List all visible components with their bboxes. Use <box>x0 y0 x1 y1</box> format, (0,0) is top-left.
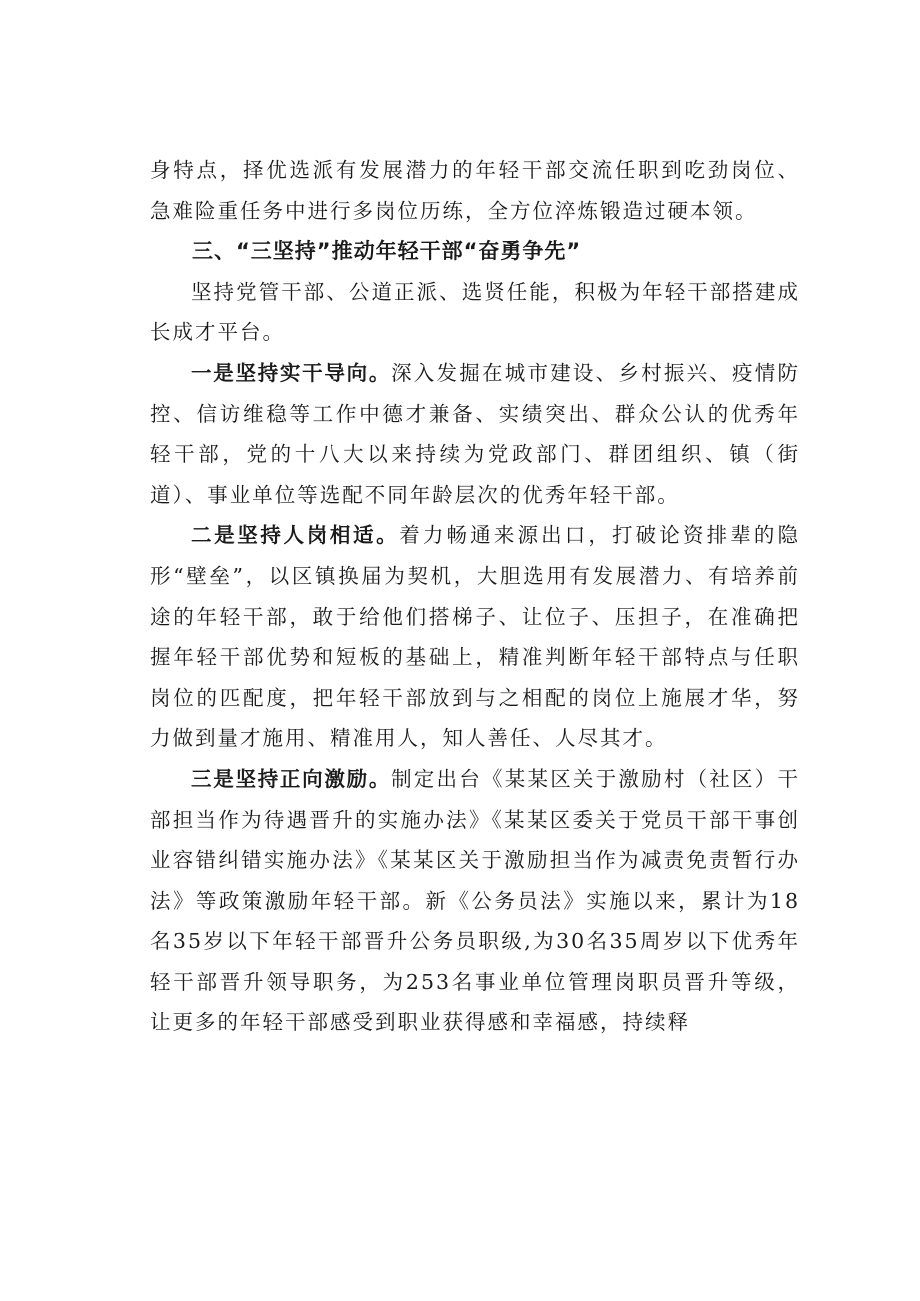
item-lead: 三是坚持正向激励。 <box>191 766 392 791</box>
document-body <box>150 150 800 1043</box>
item-lead: 二是坚持人岗相适。 <box>191 523 400 548</box>
paragraph-text: 着力畅通来源出口，打破论资排辈的隐形“壁垒”，以区镇换届为契机，大胆选用有发展潜力、有培养前途的年轻干部，敢于给他们搭梯子、让位子、压担子，在准确把握年轻干部优势和短板的基础上，精准判断年轻干部特点与任职岗位的匹配度，把年轻干部放到与之相配的岗位上施展才华，努力做到量才施用、精准用人，知人善任、人尽其才。 <box>150 523 801 751</box>
paragraph-text: 身特点，择优选派有发展潜力的年轻干部交流任职到吃劲岗位、急难险重任务中进行多岗位历练，全方位淬炼锻造过硬本领。 <box>150 158 800 223</box>
paragraph-text: 制定出台《某某区关于激励村（社区）干部担当作为待遇晋升的实施办法》《某某区委关于党员干部干事创业容错纠错实施办法》《某某区关于激励担当作为减责免责暂行办法》等政策激励年轻干部。新《公务员法》实施以来，累计为18名35岁以下年轻干部晋升公务员职级,为30名35周岁以下优秀年轻干部晋升领导职务，为253名事业单位管理岗职员晋升等级，让更多的年轻干部感受到职业获得感和幸福感，持续释 <box>150 766 801 1035</box>
section-heading <box>150 231 800 272</box>
paragraph-item-2 <box>150 515 800 759</box>
paragraph-intro <box>150 272 800 353</box>
paragraph-continuation <box>150 150 800 231</box>
heading-text: 三、“三坚持”推动年轻干部“奋勇争先” <box>192 239 582 264</box>
paragraph-text: 深入发掘在城市建设、乡村振兴、疫情防控、信访维稳等工作中德才兼备、实绩突出、群众公认的优秀年轻干部，党的十八大以来持续为党政部门、群团组织、镇（街道）、事业单位等选配不同年龄层次的优秀年轻干部。 <box>150 360 801 507</box>
item-lead: 一是坚持实干导向。 <box>191 360 392 385</box>
paragraph-item-1 <box>150 353 800 515</box>
paragraph-item-3 <box>150 759 800 1043</box>
paragraph-text: 坚持党管干部、公道正派、选贤任能，积极为年轻干部搭建成长成才平台。 <box>150 279 800 345</box>
